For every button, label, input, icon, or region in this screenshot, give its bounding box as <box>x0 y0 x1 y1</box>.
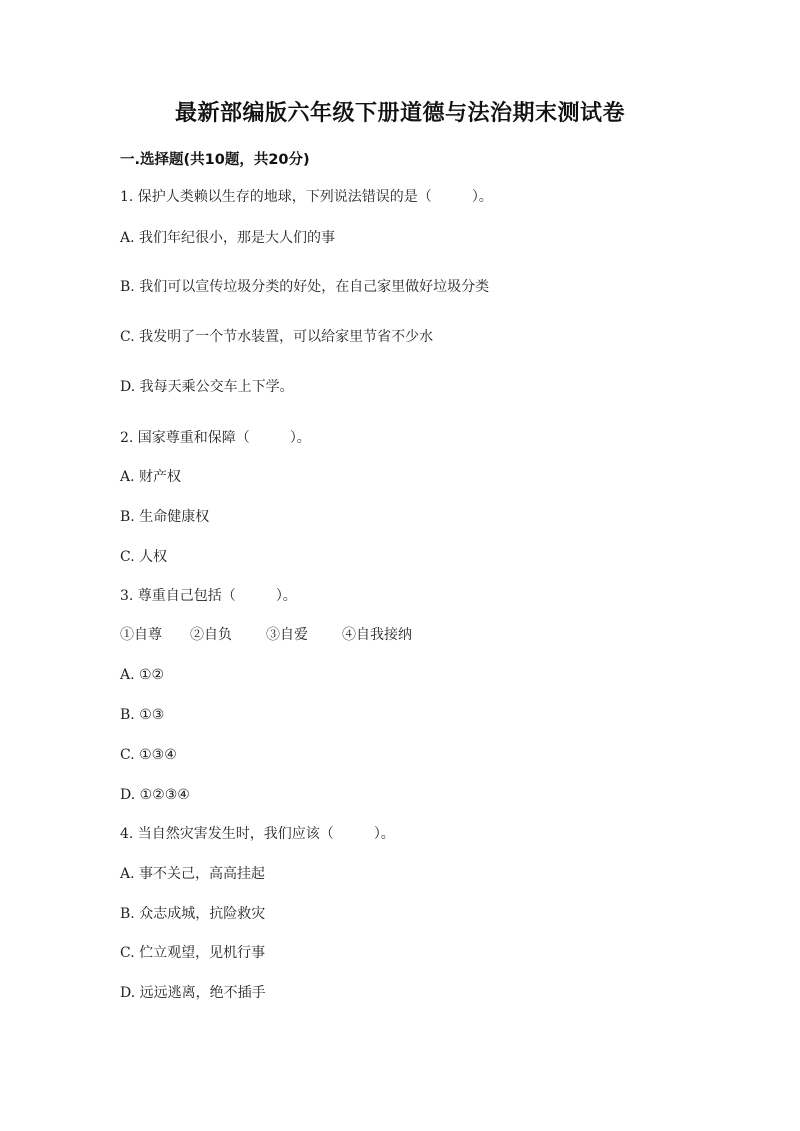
question-1-option-d: D. 我每天乘公交车上下学。 <box>120 379 294 395</box>
question-3-option-c: C. ①③④ <box>120 747 177 763</box>
question-4-option-b: B. 众志成城，抗险救灾 <box>120 906 266 922</box>
question-2-option-b: B. 生命健康权 <box>120 509 210 525</box>
question-4-option-c: C. 伫立观望，见机行事 <box>120 945 266 961</box>
question-4-stem: 4. 当自然灾害发生时，我们应该（ ）。 <box>120 826 395 842</box>
question-1-option-b: B. 我们可以宣传垃圾分类的好处，在自己家里做好垃圾分类 <box>120 279 490 295</box>
question-3-sub-items <box>120 625 440 645</box>
exam-title: 最新部编版六年级下册道德与法治期末测试卷 <box>174 101 625 126</box>
question-2-option-c: C. 人权 <box>120 549 168 565</box>
sub-item: ③自爱 <box>266 627 308 643</box>
question-2-option-a: A. 财产权 <box>120 469 182 485</box>
question-3-stem: 3. 尊重自己包括（ ）。 <box>120 588 297 604</box>
question-3-option-d: D. ①②③④ <box>120 787 190 803</box>
question-4-option-d: D. 远远逃离，绝不插手 <box>120 985 266 1001</box>
sub-item: ②自负 <box>190 627 232 643</box>
sub-item: ①自尊 <box>120 627 162 643</box>
question-4-option-a: A. 事不关己，高高挂起 <box>120 866 266 882</box>
question-1-stem: 1. 保护人类赖以生存的地球，下列说法错误的是（ ）。 <box>120 189 493 205</box>
question-3-option-b: B. ①③ <box>120 707 165 723</box>
section-heading: 一.选择题(共10题，共20分) <box>120 152 310 168</box>
question-2-stem: 2. 国家尊重和保障（ ）。 <box>120 430 311 446</box>
question-3-option-a: A. ①② <box>120 667 165 683</box>
sub-item: ④自我接纳 <box>342 627 412 643</box>
question-1-option-c: C. 我发明了一个节水装置，可以给家里节省不少水 <box>120 329 434 345</box>
question-1-option-a: A. 我们年纪很小，那是大人们的事 <box>120 230 336 246</box>
